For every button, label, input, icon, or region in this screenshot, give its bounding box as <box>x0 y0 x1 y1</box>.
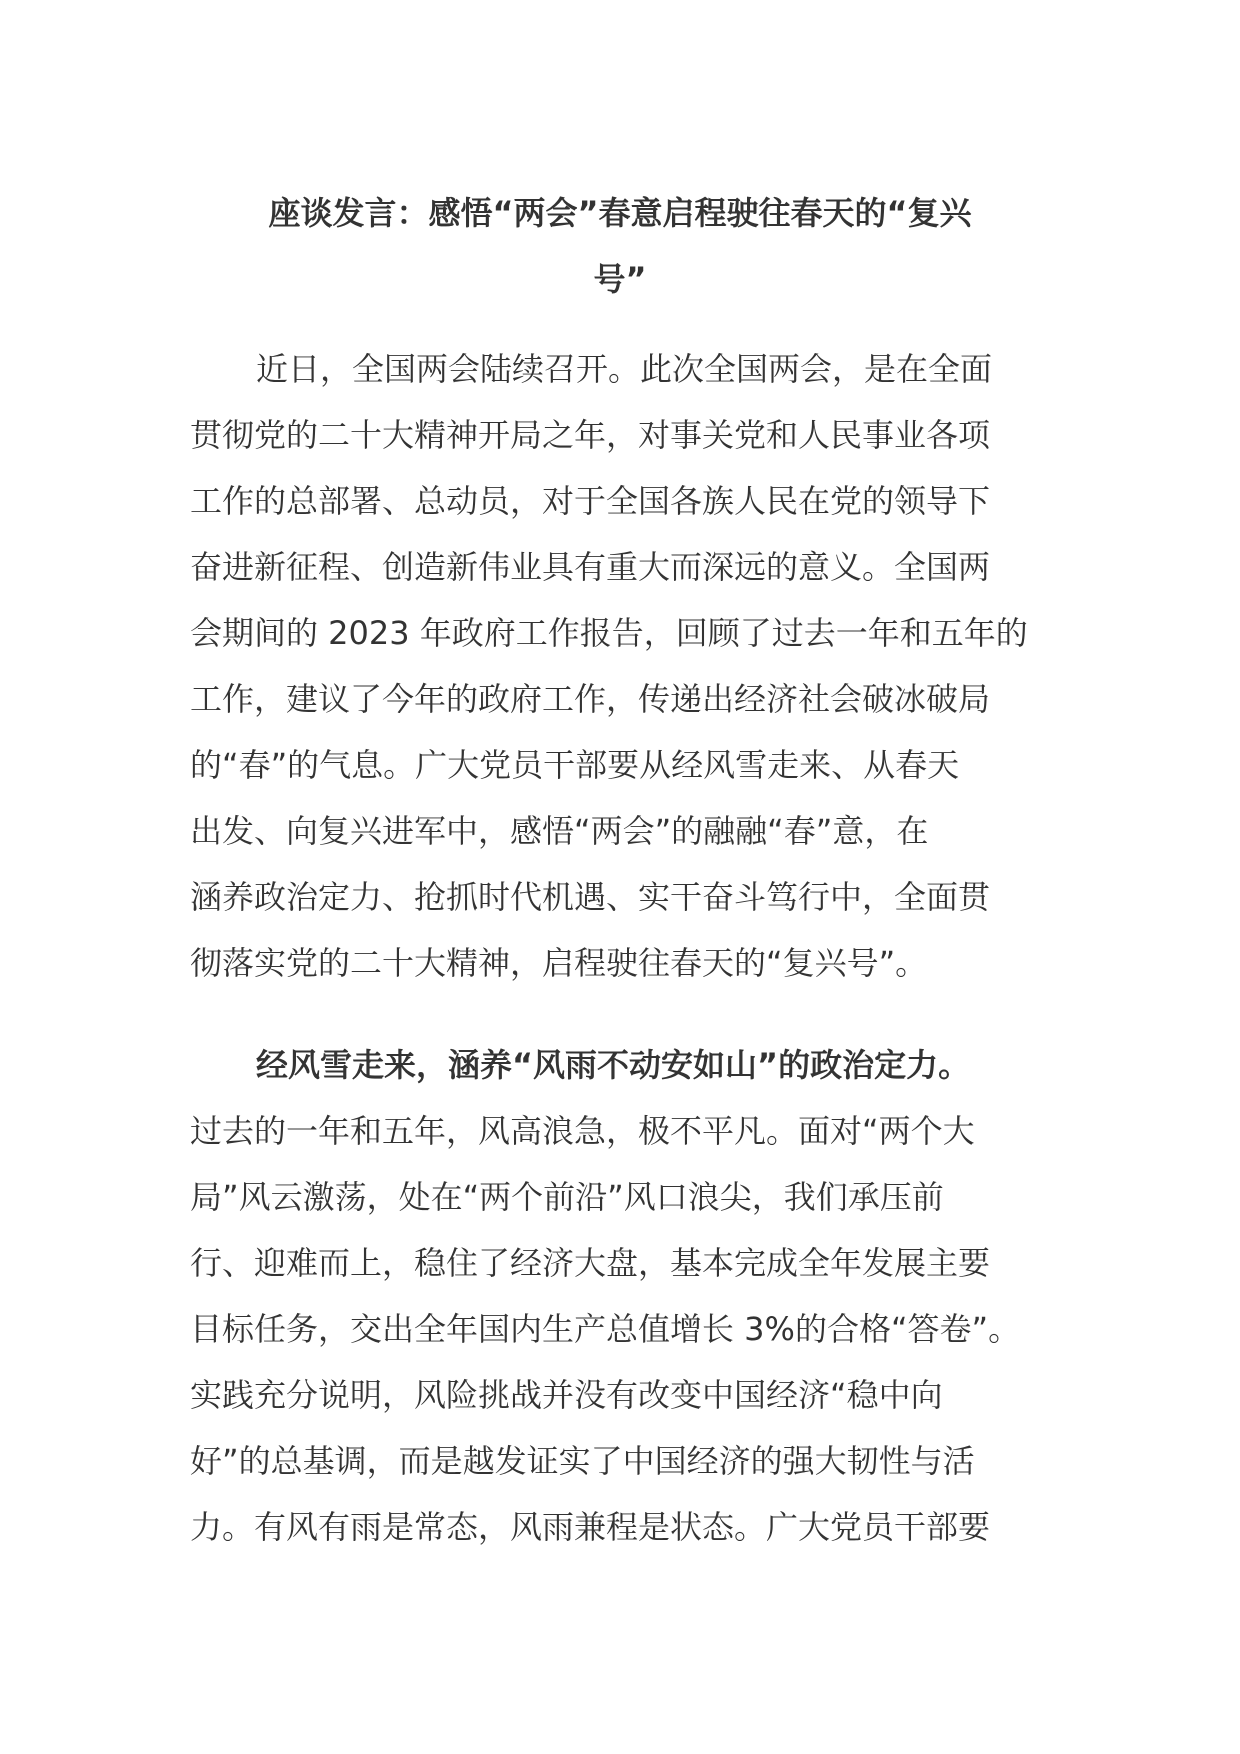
title-line-2: 号” <box>593 260 647 298</box>
paragraph-line: 力。有风有雨是常态，风雨兼程是状态。广大党员干部要 <box>190 1508 991 1546</box>
document-title <box>190 180 1050 312</box>
title-line-1: 座谈发言：感悟“两会”春意启程驶往春天的“复兴 <box>268 194 972 232</box>
paragraph-line: 目标任务，交出全年国内生产总值增长 3%的合格“答卷”。 <box>190 1310 1021 1348</box>
paragraph-line: 会期间的 2023 年政府工作报告，回顾了过去一年和五年的 <box>190 614 1028 652</box>
paragraph-1 <box>190 336 1060 996</box>
paragraph-line: 工作，建议了今年的政府工作，传递出经济社会破冰破局 <box>190 680 991 718</box>
paragraph-line: 过去的一年和五年，风高浪急，极不平凡。面对“两个大 <box>190 1112 975 1150</box>
paragraph-line: 涵养政治定力、抢抓时代机遇、实干奋斗笃行中，全面贯 <box>190 878 991 916</box>
paragraph-line: 贯彻党的二十大精神开局之年，对事关党和人民事业各项 <box>190 416 991 454</box>
paragraph-line: 行、迎难而上，稳住了经济大盘，基本完成全年发展主要 <box>190 1244 991 1282</box>
paragraph-line: 奋进新征程、创造新伟业具有重大而深远的意义。全国两 <box>190 548 991 586</box>
paragraph-line: 彻落实党的二十大精神，启程驶往春天的“复兴号”。 <box>190 944 928 982</box>
paragraph-line: 好”的总基调，而是越发证实了中国经济的强大韧性与活 <box>190 1442 975 1480</box>
paragraph-line: 局”风云激荡，处在“两个前沿”风口浪尖，我们承压前 <box>190 1178 944 1216</box>
paragraph-2 <box>190 1032 1060 1560</box>
section-heading: 经风雪走来，涵养“风雨不动安如山”的政治定力。 <box>256 1046 971 1084</box>
paragraph-line: 工作的总部署、总动员，对于全国各族人民在党的领导下 <box>190 482 991 520</box>
paragraph-line: 的“春”的气息。广大党员干部要从经风雪走来、从春天 <box>190 746 960 784</box>
paragraph-line: 近日，全国两会陆续召开。此次全国两会，是在全面 <box>256 350 993 388</box>
paragraph-line: 出发、向复兴进军中，感悟“两会”的融融“春”意，在 <box>190 812 929 850</box>
paragraph-line: 实践充分说明，风险挑战并没有改变中国经济“稳中向 <box>190 1376 943 1414</box>
